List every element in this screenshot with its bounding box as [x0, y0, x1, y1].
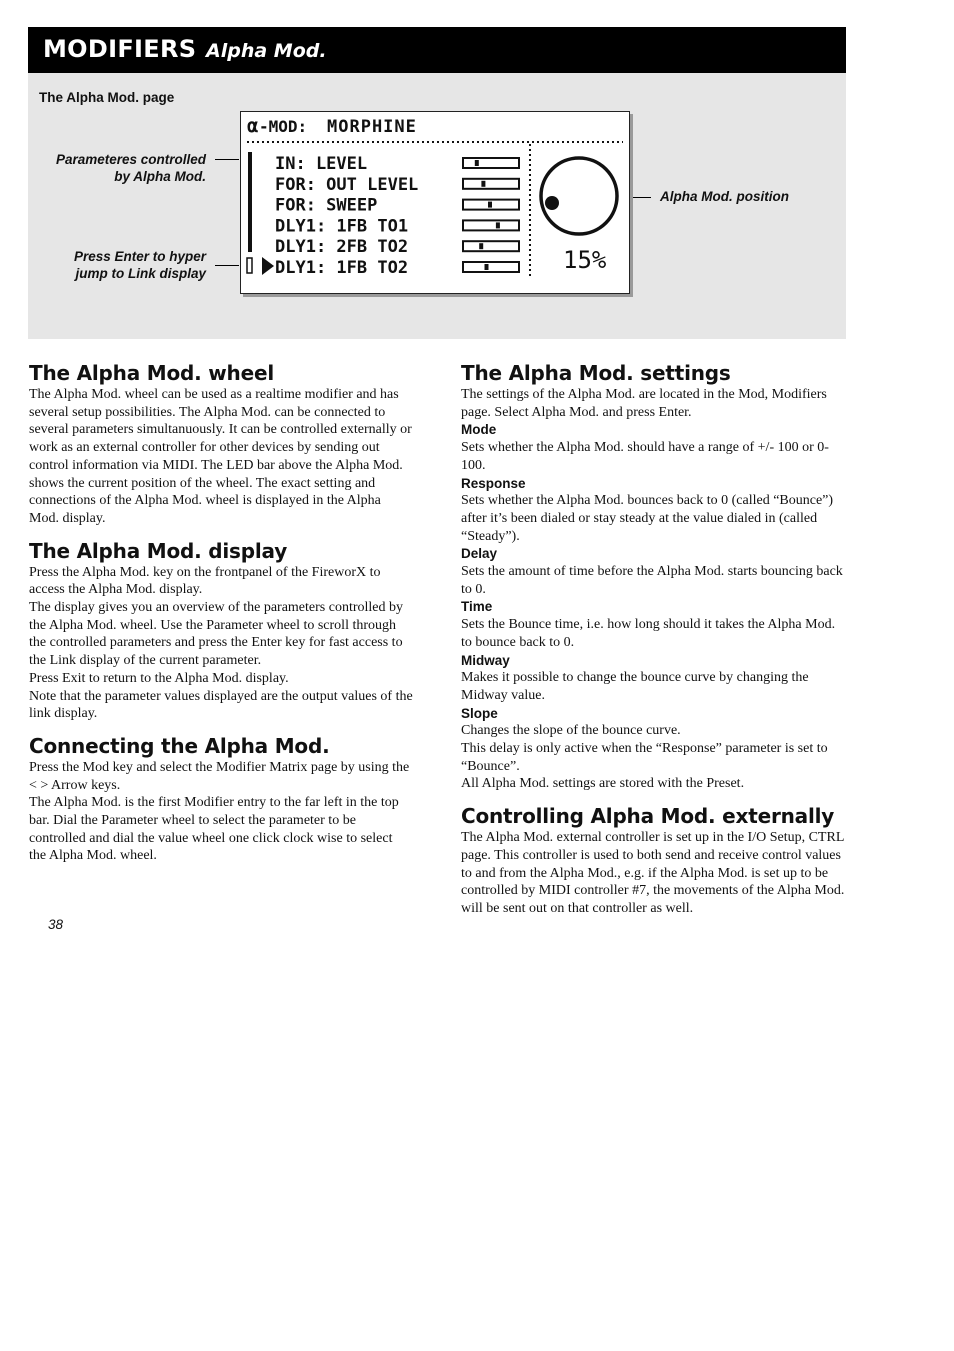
paragraph-connecting-1: Press the Mod key and select the Modifier Matrix page by using the < > Arrow keys.: [29, 759, 410, 793]
lcd-param-meter: [463, 241, 519, 251]
lcd-param-meter-marker: [479, 243, 483, 249]
callout-enter: Press Enter to hyper jump to Link display: [73, 249, 206, 281]
callout-leader-position: [627, 197, 651, 198]
lcd-scroll-bar: [248, 152, 252, 252]
alpha-wheel-position-dot: [545, 196, 559, 210]
lcd-percent-readout: 15%: [563, 246, 607, 274]
lcd-param-row: DLY1: 1FB TO1: [275, 216, 409, 237]
alpha-wheel-dial: [541, 158, 617, 234]
left-column: [29, 360, 413, 865]
paragraph-slope: Changes the slope of the bounce curve.: [461, 723, 681, 739]
lcd-screen: [241, 112, 629, 293]
lcd-param-meter-marker: [488, 202, 492, 208]
paragraph-delay: Sets the amount of time before the Alpha Mod. starts bouncing back to 0.: [461, 564, 843, 597]
lcd-preset-name: MORPHINE: [327, 117, 417, 137]
lcd-display: [240, 111, 630, 294]
paragraph-display-2: The display gives you an overview of the parameters controlled by the Alpha Mod. wheel. Use the Parameter wheel to scroll through the controlled parameters and press the Enter key for fast access to the Link display of the current parameter.: [29, 600, 403, 669]
paragraph-display-1: Press the Alpha Mod. key on the frontpanel of the FireworX to access the Alpha Mod. display.: [29, 564, 381, 598]
callout-position: Alpha Mod. position: [660, 189, 789, 204]
paragraph-time: Sets the Bounce time, i.e. how long should it takes the Alpha Mod. to bounce back to 0.: [461, 617, 836, 650]
page-number: 38: [48, 917, 64, 932]
lcd-param-meter-marker: [475, 160, 479, 166]
lcd-param-meter-marker: [496, 222, 500, 228]
paragraph-midway: Makes it possible to change the bounce curve by changing the Midway value.: [461, 670, 809, 703]
subsection-title: Alpha Mod.: [206, 40, 327, 62]
lcd-param-meter: [463, 262, 519, 272]
paragraph-display-3: Press Exit to return to the Alpha Mod. display.: [29, 670, 289, 686]
label-delay: Delay: [461, 546, 498, 562]
paragraph-settings-intro: The settings of the Alpha Mod. are located in the Mod, Modifiers page. Select Alpha Mod. and press Enter.: [461, 387, 827, 420]
section-title: MODIFIERS: [43, 35, 197, 63]
lcd-param-row: FOR: SWEEP: [275, 195, 378, 216]
heading-controlling-externally: Controlling Alpha Mod. externally: [461, 804, 835, 829]
paragraph-wheel: The Alpha Mod. wheel can be used as a realtime modifier and has several setup possibilities. The Alpha Mod. can be connected to several parameters simultanuously. It can be controlled externally or work as an external controller for other devices by sending out control information via MIDI. The LED bar above the Alpha Mod. shows the current position of the wheel. The exact setting and connections of the Alpha Mod. wheel is displayed in the Alpha Mod. display.: [29, 387, 412, 526]
heading-connecting-alpha-mod: Connecting the Alpha Mod.: [29, 733, 330, 758]
heading-alpha-mod-settings: The Alpha Mod. settings: [461, 361, 731, 385]
callout-leader-enter: [215, 265, 239, 266]
lcd-param-row: DLY1: 2FB TO2: [275, 237, 409, 258]
label-time: Time: [461, 599, 493, 615]
lcd-cursor-arrow-icon: [262, 257, 274, 275]
paragraph-response: Sets whether the Alpha Mod. bounces back to 0 (called “Bounce”) after it’s been dialed or stay steady at the value dialed in (called “Steady”).: [461, 493, 834, 544]
lcd-title: -MOD:: [259, 117, 308, 136]
label-midway: Midway: [461, 652, 510, 668]
section-header: [28, 27, 846, 73]
lcd-scroll-marker: [247, 258, 252, 273]
paragraph-connecting-2: The Alpha Mod. is the first Modifier entry to the far left in the top bar. Dial the Parameter wheel to select the parameter to be controlled and dial the value wheel one click clock wise to select the Alpha Mod. wheel.: [29, 795, 399, 864]
label-response: Response: [461, 475, 526, 491]
lcd-param-meter: [463, 179, 519, 189]
paragraph-display-4: Note that the parameter values displayed are the output values of the link display.: [29, 688, 413, 722]
right-column: [461, 360, 845, 918]
paragraph-external: The Alpha Mod. external controller is set up in the I/O Setup, CTRL page. This controller is used to both send and receive control values to and from the Alpha Mod., e.g. if the Alpha Mod. is set up to be controlled by MIDI controller #7, the movements of the Alpha Mod. will be sent out on that controller as well.: [461, 830, 845, 916]
figure-panel: [28, 73, 846, 339]
figure-caption: The Alpha Mod. page: [39, 90, 175, 105]
lcd-param-meter: [463, 220, 519, 230]
paragraph-mode: Sets whether the Alpha Mod. should have a range of +/- 100 or 0-100.: [461, 440, 829, 473]
label-slope: Slope: [461, 705, 498, 721]
lcd-param-meter-marker: [485, 264, 489, 270]
lcd-param-meter-marker: [481, 181, 485, 187]
label-mode: Mode: [461, 422, 497, 438]
paragraph-bounce-note: This delay is only active when the “Response” parameter is set to “Bounce”.: [461, 741, 828, 774]
callout-leader-parameters: [215, 159, 239, 160]
lcd-param-row: DLY1: 1FB TO2: [275, 258, 409, 278]
heading-alpha-mod-display: The Alpha Mod. display: [29, 538, 288, 563]
heading-alpha-mod-wheel: The Alpha Mod. wheel: [29, 361, 274, 385]
lcd-alpha-symbol: α: [247, 115, 259, 137]
callout-parameters: Parameteres controlled by Alpha Mod.: [55, 152, 206, 184]
paragraph-preset-note: All Alpha Mod. settings are stored with the Preset.: [461, 776, 745, 792]
lcd-param-row: FOR: OUT LEVEL: [275, 174, 419, 195]
lcd-param-meter: [463, 158, 519, 168]
lcd-param-row: IN: LEVEL: [275, 154, 368, 174]
